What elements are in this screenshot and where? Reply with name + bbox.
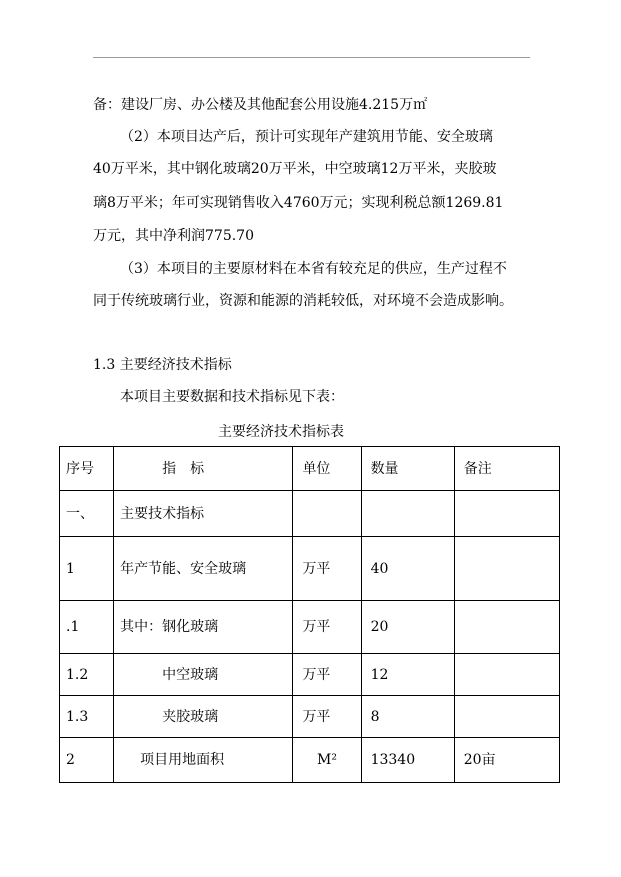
cell-quantity: 8 — [361, 696, 454, 738]
header-rule — [93, 57, 530, 58]
section-intro: 本项目主要数据和技术指标见下表： — [120, 389, 344, 405]
table-title: 主要经济技术指标表 — [218, 424, 344, 440]
cell-quantity: 13340 — [361, 738, 454, 783]
paragraph-line-2: （2）本项目达产后，预计可实现年产建筑用节能、安全玻璃 — [120, 129, 493, 145]
cell-unit: 万平 — [293, 654, 361, 696]
cell-index: 2 — [60, 738, 114, 783]
cell-quantity: 40 — [361, 537, 454, 601]
cell-unit — [293, 491, 361, 537]
table-row — [60, 491, 560, 537]
table-row — [60, 654, 560, 696]
paragraph-line-3: 40万平米，其中钢化玻璃20万平米，中空玻璃12万平米，夹胶玻 — [93, 161, 497, 177]
indicators-table — [59, 446, 560, 783]
table-row — [60, 537, 560, 601]
cell-remark — [454, 537, 559, 601]
cell-index: 1 — [60, 537, 114, 601]
cell-indicator: 其中：钢化玻璃 — [114, 601, 293, 654]
paragraph-line-6: （3）本项目的主要原材料在本省有较充足的供应，生产过程不 — [120, 261, 507, 277]
cell-unit: 万平 — [293, 537, 361, 601]
cell-quantity: 12 — [361, 654, 454, 696]
paragraph-line-7: 同于传统玻璃行业，资源和能源的消耗较低，对环境不会造成影响。 — [93, 293, 513, 309]
table-row — [60, 696, 560, 738]
cell-index: 1.3 — [60, 696, 114, 738]
cell-index: 一、 — [60, 491, 114, 537]
cell-unit: 万平 — [293, 601, 361, 654]
table-row — [60, 601, 560, 654]
table-row — [60, 738, 560, 783]
paragraph-line-5: 万元，其中净利润775.70 — [93, 228, 254, 244]
paragraph-line-1: 备：建设厂房、办公楼及其他配套公用设施4.215万㎡ — [93, 97, 428, 113]
cell-quantity — [361, 491, 454, 537]
cell-remark — [454, 491, 559, 537]
cell-unit: 万平 — [293, 696, 361, 738]
cell-unit: M² — [293, 738, 361, 783]
cell-indicator: 项目用地面积 — [114, 738, 293, 783]
cell-indicator: 主要技术指标 — [114, 491, 293, 537]
cell-quantity: 20 — [361, 601, 454, 654]
cell-index: .1 — [60, 601, 114, 654]
section-heading: 1.3 主要经济技术指标 — [93, 357, 232, 373]
table-header-row — [60, 447, 560, 491]
header-cell-index: 序号 — [60, 447, 114, 491]
cell-index: 1.2 — [60, 654, 114, 696]
cell-remark — [454, 654, 559, 696]
header-cell-unit: 单位 — [293, 447, 361, 491]
header-cell-quantity: 数量 — [361, 447, 454, 491]
cell-indicator: 夹胶玻璃 — [114, 696, 293, 738]
header-cell-indicator: 指 标 — [114, 447, 293, 491]
cell-remark — [454, 601, 559, 654]
cell-indicator: 年产节能、安全玻璃 — [114, 537, 293, 601]
paragraph-line-4: 璃8万平米；年可实现销售收入4760万元；实现利税总额1269.81 — [93, 195, 504, 211]
header-cell-remark: 备注 — [454, 447, 559, 491]
cell-remark — [454, 696, 559, 738]
cell-remark: 20亩 — [454, 738, 559, 783]
cell-indicator: 中空玻璃 — [114, 654, 293, 696]
